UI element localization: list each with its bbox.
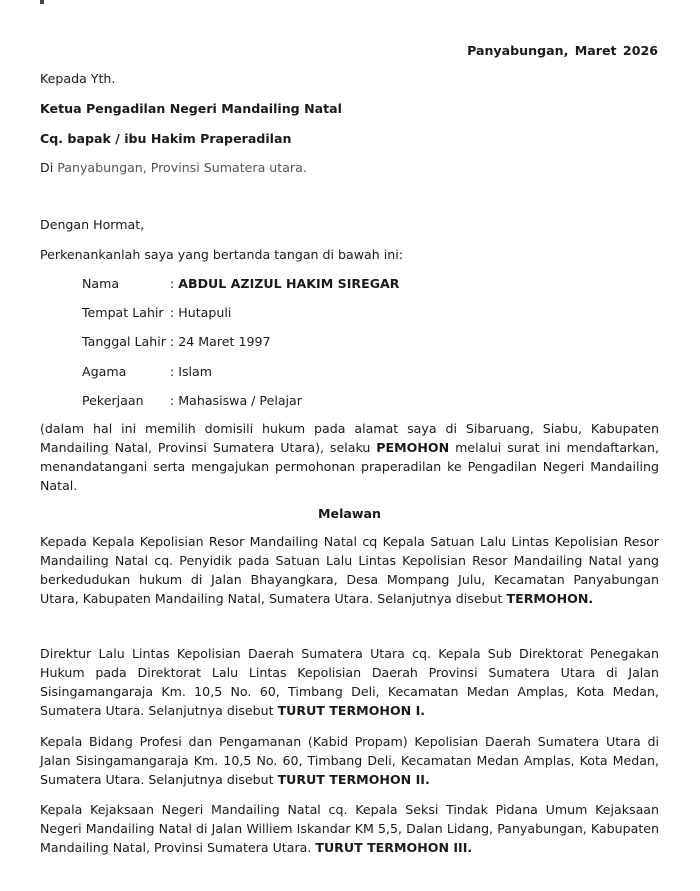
salutation: Dengan Hormat, — [40, 217, 145, 232]
identity-value: 24 Maret 1997 — [178, 334, 271, 349]
letter-place: Panyabungan, — [467, 43, 569, 58]
identity-value: ABDUL AZIZUL HAKIM SIREGAR — [178, 276, 400, 291]
identity-sep: : — [170, 334, 179, 349]
recipient-city: Panyabungan, Provinsi Sumatera utara. — [57, 160, 307, 175]
respondent-text: Kepala Bidang Profesi dan Pengamanan (Kabid Propam) Kepolisian Daerah Sumatera Utara di Jalan Sisingamangaraja Km. 10,5 No. 60, Timbang Deli, Kecamatan Medan Amplas, Kota Medan, Sumatera Utara. Selanjutnya disebut — [40, 734, 659, 787]
identity-value: Hutapuli — [178, 305, 232, 320]
identity-label: Agama — [82, 364, 127, 379]
respondent-label: TURUT TERMOHON III. — [315, 840, 473, 855]
letter-date: Maret 2026 — [574, 43, 658, 58]
domicile-text-2: melalui surat ini mendaftarkan, menandatangani serta mengajukan permohonan praperadilan ke Pengadilan Negeri Mandailing Natal. — [40, 440, 660, 493]
identity-sep: : — [170, 364, 179, 379]
page-edge-mark — [40, 0, 44, 4]
identity-label: Pekerjaan — [82, 393, 144, 408]
respondent-text: Kepada Kepala Kepolisian Resor Mandailing Natal cq Kepala Satuan Lalu Lintas Kepolisian Resor Mandailing Natal cq. Penyidik pada Satuan Lalu Lintas Kepolisian Resor Mandailing Natal yang berkedudukan hukum di Jalan Bhayangkara, Desa Mompang Julu, Kecamatan Panyabungan Utara, Kabupaten Mandailing Natal, Sumatera Utara. Selanjutnya disebut — [40, 534, 659, 606]
respondent-paragraph-2 — [40, 644, 659, 720]
recipient-location — [40, 160, 307, 175]
versus-heading: Melawan — [318, 506, 381, 521]
domicile-text-1: (dalam hal ini memilih domisili hukum pada alamat saya di Sibaruang, Siabu, Kabupaten Mandailing Natal, Provinsi Sumatera Utara), selaku — [40, 421, 659, 455]
identity-label: Nama — [82, 276, 120, 291]
respondent-text: Direktur Lalu Lintas Kepolisian Daerah Sumatera Utara cq. Kepala Sub Direktorat Penegakan Hukum pada Direktorat Lalu Lintas Kepolisian Daerah Provinsi Sumatera Utara di Jalan Sisingamangaraja Km. 10,5 No. 60, Timbang Deli, Kecamatan Medan Amplas, Kota Medan, Sumatera Utara. Selanjutnya disebut — [40, 646, 659, 718]
respondent-paragraph-1 — [40, 532, 659, 608]
place-date — [467, 43, 658, 58]
identity-sep: : — [170, 276, 179, 291]
respondent-paragraph-4 — [40, 800, 659, 857]
domicile-paragraph — [40, 419, 659, 495]
respondent-label: TERMOHON. — [506, 591, 594, 606]
identity-sep: : — [170, 305, 179, 320]
intro-sentence: Perkenankanlah saya yang bertanda tangan di bawah ini: — [40, 247, 403, 262]
respondent-paragraph-3 — [40, 732, 659, 789]
identity-row-name — [82, 276, 400, 291]
identity-row-occupation — [82, 393, 302, 408]
identity-value: Islam — [178, 364, 213, 379]
identity-label: Tanggal Lahir — [82, 334, 166, 349]
respondent-label: TURUT TERMOHON II. — [277, 772, 430, 787]
respondent-label: TURUT TERMOHON I. — [277, 703, 426, 718]
role-pemohon: PEMOHON — [376, 440, 450, 455]
recipient-di: Di — [40, 160, 54, 175]
identity-sep: : — [170, 393, 179, 408]
identity-label: Tempat Lahir — [82, 305, 164, 320]
identity-value: Mahasiswa / Pelajar — [178, 393, 302, 408]
respondent-text: Kepala Kejaksaan Negeri Mandailing Natal cq. Kepala Seksi Tindak Pidana Umum Kejaksaan Negeri Mandailing Natal di Jalan Williem Iskandar KM 5,5, Dalan Lidang, Panyabungan, Kabupaten Mandailing Natal, Provinsi Sumatera Utara. — [40, 802, 659, 855]
identity-row-birthdate — [82, 334, 271, 349]
identity-row-birthplace — [82, 305, 231, 320]
recipient-greeting: Kepada Yth. — [40, 71, 116, 86]
identity-row-religion — [82, 364, 212, 379]
recipient-judge: Cq. bapak / ibu Hakim Praperadilan — [40, 131, 292, 146]
recipient-court: Ketua Pengadilan Negeri Mandailing Natal — [40, 101, 342, 116]
